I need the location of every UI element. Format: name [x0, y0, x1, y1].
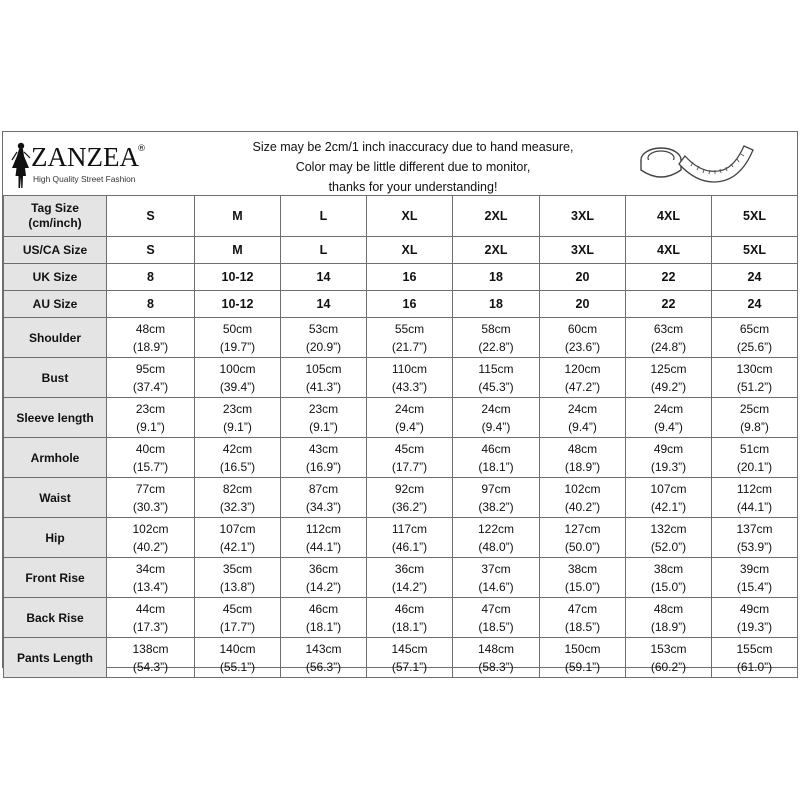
measurement-cell: [281, 558, 367, 598]
inch-value: (9.1”): [309, 419, 338, 434]
inch-value: (18.1”): [478, 459, 514, 474]
size-cell: 5XL: [712, 196, 798, 237]
inch-value: (32.3”): [219, 499, 256, 514]
cm-value: 35cm: [222, 561, 253, 576]
inch-value: (19.7”): [219, 339, 256, 354]
row-label: [4, 196, 107, 237]
size-cell: 2XL: [453, 196, 540, 237]
cm-value: 46cm: [308, 601, 339, 616]
inch-value: (15.0”): [564, 579, 601, 594]
cm-value: 23cm: [135, 401, 166, 416]
measurement-cell: [626, 518, 712, 558]
inch-value: (42.1”): [219, 539, 256, 554]
cm-value: 102cm: [132, 521, 169, 536]
measurement-cell: [453, 518, 540, 558]
measurement-cell: [712, 478, 798, 518]
cm-value: 112cm: [305, 521, 342, 536]
cm-value: 24cm: [567, 401, 598, 416]
brand-tagline: High Quality Street Fashion: [33, 174, 136, 184]
size-cell: S: [107, 237, 195, 264]
cm-value: 38cm: [653, 561, 684, 576]
cm-value: 107cm: [650, 481, 687, 496]
row-label: UK Size: [4, 264, 107, 291]
cm-value: 100cm: [219, 361, 256, 376]
row-label: Bust: [4, 358, 107, 398]
inch-value: (15.4”): [736, 579, 773, 594]
size-cell: 10-12: [195, 291, 281, 318]
size-table: [3, 195, 798, 678]
cm-value: 155cm: [736, 641, 773, 656]
measurement-cell: [453, 398, 540, 438]
inch-value: (59.1”): [564, 659, 601, 674]
cm-value: 24cm: [653, 401, 684, 416]
inch-value: (42.1”): [650, 499, 687, 514]
cm-value: 115cm: [478, 361, 514, 376]
size-cell: 22: [626, 291, 712, 318]
cm-value: 49cm: [739, 601, 770, 616]
table-row-measurement: [4, 518, 798, 558]
cm-value: 92cm: [394, 481, 425, 496]
cm-value: 23cm: [308, 401, 339, 416]
cm-value: 148cm: [477, 641, 515, 656]
cm-value: 63cm: [653, 321, 684, 336]
cm-value: 23cm: [222, 401, 253, 416]
inch-value: (22.8”): [478, 339, 514, 354]
notice-line-3: thanks for your understanding!: [328, 180, 498, 194]
table-row-measurement: [4, 398, 798, 438]
measurement-cell: [540, 358, 626, 398]
measurement-cell: [453, 478, 540, 518]
cm-value: 112cm: [736, 481, 773, 496]
measurement-cell: [626, 638, 712, 678]
cm-value: 46cm: [394, 601, 425, 616]
cm-value: 50cm: [222, 321, 253, 336]
measurement-cell: [107, 598, 195, 638]
cm-value: 127cm: [564, 521, 601, 536]
inch-value: (14.2”): [391, 579, 428, 594]
inch-value: (57.1”): [391, 659, 428, 674]
inch-value: (17.7”): [391, 459, 428, 474]
table-row-measurement: [4, 358, 798, 398]
registered-mark: ®: [137, 144, 146, 154]
brand-name: ZANZEA: [31, 142, 139, 172]
cm-value: 143cm: [305, 641, 342, 656]
size-chart-header: [3, 132, 797, 196]
row-label: Front Rise: [4, 558, 107, 598]
measurement-cell: [281, 358, 367, 398]
cm-value: 34cm: [135, 561, 166, 576]
inch-value: (18.9”): [650, 619, 687, 634]
cm-value: 82cm: [222, 481, 253, 496]
cm-value: 110cm: [391, 361, 428, 376]
cm-value: 120cm: [564, 361, 601, 376]
measurement-cell: [281, 638, 367, 678]
size-cell: 5XL: [712, 237, 798, 264]
size-cell: 16: [367, 291, 453, 318]
cm-value: 24cm: [481, 401, 511, 416]
measurement-cell: [367, 438, 453, 478]
row-label-text: Tag Size (cm/inch): [28, 201, 82, 230]
measurement-cell: [367, 558, 453, 598]
measurement-cell: [107, 318, 195, 358]
cm-value: 51cm: [739, 441, 770, 456]
inch-value: (18.1”): [305, 619, 342, 634]
inch-value: (50.0”): [564, 539, 601, 554]
measurement-cell: [195, 398, 281, 438]
cm-value: 87cm: [308, 481, 339, 496]
size-cell: M: [195, 237, 281, 264]
inch-value: (55.1”): [219, 659, 256, 674]
row-label: Back Rise: [4, 598, 107, 638]
cm-value: 58cm: [481, 321, 511, 336]
measurement-cell: [195, 318, 281, 358]
measurement-cell: [195, 638, 281, 678]
measurement-cell: [712, 398, 798, 438]
cm-value: 97cm: [481, 481, 511, 496]
size-cell: 3XL: [540, 196, 626, 237]
inch-value: (61.0”): [736, 659, 773, 674]
inch-value: (9.4”): [654, 419, 683, 434]
measurement-cell: [540, 318, 626, 358]
measurement-cell: [367, 598, 453, 638]
size-cell: 18: [453, 291, 540, 318]
measurement-cell: [712, 638, 798, 678]
size-cell: 2XL: [453, 237, 540, 264]
notice-line-2: Color may be little different due to monitor,: [295, 160, 531, 174]
cm-value: 49cm: [653, 441, 684, 456]
measurement-cell: [107, 398, 195, 438]
size-cell: L: [281, 237, 367, 264]
row-label: Sleeve length: [4, 398, 107, 438]
measurement-cell: [626, 478, 712, 518]
measurement-cell: [281, 518, 367, 558]
size-cell: XL: [367, 237, 453, 264]
cm-value: 153cm: [650, 641, 687, 656]
size-cell: L: [281, 196, 367, 237]
size-cell: 24: [712, 264, 798, 291]
measurement-cell: [107, 438, 195, 478]
inch-value: (15.0”): [650, 579, 687, 594]
cm-value: 140cm: [219, 641, 256, 656]
cm-value: 47cm: [481, 601, 511, 616]
inch-value: (48.0”): [478, 539, 514, 554]
measurement-cell: [453, 438, 540, 478]
measurement-cell: [281, 318, 367, 358]
cm-value: 117cm: [391, 521, 428, 536]
size-cell: 8: [107, 264, 195, 291]
inch-value: (9.4”): [568, 419, 597, 434]
cm-value: 107cm: [219, 521, 256, 536]
size-cell: 16: [367, 264, 453, 291]
size-cell: 4XL: [626, 196, 712, 237]
measurement-cell: [712, 318, 798, 358]
table-row-measurement: [4, 558, 798, 598]
size-cell: 3XL: [540, 237, 626, 264]
cm-value: 47cm: [567, 601, 598, 616]
cm-value: 36cm: [308, 561, 339, 576]
inch-value: (18.9”): [564, 459, 601, 474]
size-cell: 24: [712, 291, 798, 318]
measurement-cell: [107, 558, 195, 598]
row-label: Armhole: [4, 438, 107, 478]
inch-value: (9.1”): [136, 419, 165, 434]
inch-value: (52.0”): [650, 539, 687, 554]
cm-value: 95cm: [135, 361, 166, 376]
inch-value: (25.6”): [736, 339, 773, 354]
size-cell: XL: [367, 196, 453, 237]
cm-value: 24cm: [394, 401, 425, 416]
size-notice: [223, 137, 603, 197]
measurement-cell: [107, 478, 195, 518]
measurement-cell: [540, 518, 626, 558]
table-row-measurement: [4, 438, 798, 478]
measurement-cell: [540, 478, 626, 518]
cm-value: 77cm: [135, 481, 166, 496]
measurement-cell: [626, 358, 712, 398]
size-cell: 22: [626, 264, 712, 291]
inch-value: (18.5”): [478, 619, 514, 634]
measurement-cell: [281, 478, 367, 518]
inch-value: (20.1”): [736, 459, 773, 474]
inch-value: (18.9”): [132, 339, 169, 354]
inch-value: (58.3”): [478, 659, 514, 674]
inch-value: (17.7”): [219, 619, 256, 634]
inch-value: (34.3”): [305, 499, 342, 514]
cm-value: 132cm: [650, 521, 687, 536]
measurement-cell: [540, 598, 626, 638]
cm-value: 48cm: [135, 321, 166, 336]
inch-value: (44.1”): [305, 539, 342, 554]
cm-value: 39cm: [739, 561, 770, 576]
cm-value: 45cm: [222, 601, 253, 616]
measurement-cell: [626, 558, 712, 598]
inch-value: (46.1”): [391, 539, 428, 554]
measurement-cell: [626, 598, 712, 638]
measurement-cell: [195, 518, 281, 558]
inch-value: (53.9”): [736, 539, 773, 554]
measurement-cell: [712, 438, 798, 478]
measurement-rows: [4, 318, 798, 678]
row-label: Shoulder: [4, 318, 107, 358]
table-row-au-size: [4, 291, 798, 318]
inch-value: (37.4”): [132, 379, 169, 394]
row-label: AU Size: [4, 291, 107, 318]
inch-value: (15.7”): [132, 459, 169, 474]
cm-value: 42cm: [222, 441, 253, 456]
inch-value: (18.5”): [564, 619, 601, 634]
measurement-cell: [195, 438, 281, 478]
inch-value: (47.2”): [564, 379, 601, 394]
table-row-measurement: [4, 638, 798, 678]
measurement-cell: [453, 638, 540, 678]
measurement-cell: [712, 518, 798, 558]
cm-value: 46cm: [481, 441, 511, 456]
measurement-cell: [626, 318, 712, 358]
measurement-cell: [367, 518, 453, 558]
cm-value: 48cm: [567, 441, 598, 456]
measurement-cell: [195, 358, 281, 398]
inch-value: (16.9”): [305, 459, 342, 474]
row-label: Waist: [4, 478, 107, 518]
size-cell: 14: [281, 264, 367, 291]
cm-value: 145cm: [391, 641, 428, 656]
measurement-cell: [281, 438, 367, 478]
measurement-cell: [712, 558, 798, 598]
cm-value: 40cm: [135, 441, 166, 456]
table-row-measurement: [4, 478, 798, 518]
inch-value: (38.2”): [478, 499, 514, 514]
size-cell: 20: [540, 291, 626, 318]
measurement-cell: [367, 318, 453, 358]
table-row-uk-size: [4, 264, 798, 291]
cm-value: 150cm: [564, 641, 601, 656]
row-label: US/CA Size: [4, 237, 107, 264]
inch-value: (19.3”): [736, 619, 773, 634]
inch-value: (13.4”): [132, 579, 169, 594]
measurement-cell: [453, 358, 540, 398]
inch-value: (9.4”): [395, 419, 424, 434]
measurement-cell: [367, 358, 453, 398]
inch-value: (60.2”): [650, 659, 687, 674]
cm-value: 138cm: [132, 641, 169, 656]
cm-value: 44cm: [135, 601, 166, 616]
inch-value: (49.2”): [650, 379, 687, 394]
cm-value: 48cm: [653, 601, 684, 616]
size-cell: 14: [281, 291, 367, 318]
inch-value: (40.2”): [564, 499, 601, 514]
cm-value: 38cm: [567, 561, 598, 576]
cm-value: 65cm: [739, 321, 770, 336]
measurement-cell: [195, 558, 281, 598]
cm-value: 137cm: [736, 521, 773, 536]
measurement-cell: [540, 638, 626, 678]
inch-value: (39.4”): [219, 379, 256, 394]
size-cell: M: [195, 196, 281, 237]
measurement-cell: [107, 518, 195, 558]
measurement-cell: [712, 598, 798, 638]
table-row-measurement: [4, 598, 798, 638]
measurement-cell: [540, 438, 626, 478]
inch-value: (20.9”): [305, 339, 342, 354]
measurement-cell: [540, 398, 626, 438]
inch-value: (44.1”): [736, 499, 773, 514]
inch-value: (19.3”): [650, 459, 687, 474]
size-cell: S: [107, 196, 195, 237]
measurement-cell: [626, 398, 712, 438]
inch-value: (9.4”): [481, 419, 511, 434]
measurement-cell: [626, 438, 712, 478]
measurement-cell: [367, 638, 453, 678]
measurement-cell: [453, 318, 540, 358]
cm-value: 43cm: [308, 441, 339, 456]
inch-value: (45.3”): [478, 379, 514, 394]
cm-value: 105cm: [305, 361, 342, 376]
inch-value: (41.3”): [305, 379, 342, 394]
row-label: Hip: [4, 518, 107, 558]
inch-value: (13.8”): [219, 579, 256, 594]
inch-value: (18.1”): [391, 619, 428, 634]
size-cell: 4XL: [626, 237, 712, 264]
measurement-cell: [281, 398, 367, 438]
table-row-tag-size: [4, 196, 798, 237]
inch-value: (36.2”): [391, 499, 428, 514]
inch-value: (9.1”): [223, 419, 252, 434]
measuring-tape-icon: [631, 136, 761, 194]
inch-value: (24.8”): [650, 339, 687, 354]
size-cell: 20: [540, 264, 626, 291]
cm-value: 125cm: [650, 361, 687, 376]
cm-value: 55cm: [394, 321, 425, 336]
inch-value: (16.5”): [219, 459, 256, 474]
inch-value: (14.2”): [305, 579, 342, 594]
measurement-cell: [107, 358, 195, 398]
size-chart: [2, 131, 798, 674]
inch-value: (43.3”): [391, 379, 428, 394]
cm-value: 102cm: [564, 481, 601, 496]
measurement-cell: [453, 558, 540, 598]
inch-value: (51.2”): [736, 379, 773, 394]
table-row-measurement: [4, 318, 798, 358]
cm-value: 130cm: [736, 361, 773, 376]
inch-value: (56.3”): [305, 659, 342, 674]
inch-value: (14.6”): [478, 579, 514, 594]
measurement-cell: [367, 478, 453, 518]
cm-value: 122cm: [477, 521, 515, 536]
inch-value: (21.7”): [391, 339, 428, 354]
size-cell: 8: [107, 291, 195, 318]
measurement-cell: [281, 598, 367, 638]
cm-value: 45cm: [394, 441, 425, 456]
measurement-cell: [195, 598, 281, 638]
inch-value: (23.6”): [564, 339, 601, 354]
size-cell: 10-12: [195, 264, 281, 291]
measurement-cell: [712, 358, 798, 398]
inch-value: (9.8”): [740, 419, 769, 434]
inch-value: (54.3”): [132, 659, 169, 674]
table-row-us-ca-size: [4, 237, 798, 264]
measurement-cell: [195, 478, 281, 518]
measurement-cell: [107, 638, 195, 678]
measurement-cell: [367, 398, 453, 438]
inch-value: (40.2”): [132, 539, 169, 554]
measurement-cell: [540, 558, 626, 598]
measurement-cell: [453, 598, 540, 638]
brand-logo: [7, 140, 157, 190]
row-label: Pants Length: [4, 638, 107, 678]
cm-value: 25cm: [739, 401, 770, 416]
inch-value: (30.3”): [132, 499, 169, 514]
size-cell: 18: [453, 264, 540, 291]
cm-value: 36cm: [394, 561, 425, 576]
cm-value: 60cm: [567, 321, 598, 336]
notice-line-1: Size may be 2cm/1 inch inaccuracy due to hand measure,: [252, 140, 574, 154]
cm-value: 37cm: [481, 561, 511, 576]
inch-value: (17.3”): [132, 619, 169, 634]
cm-value: 53cm: [308, 321, 339, 336]
